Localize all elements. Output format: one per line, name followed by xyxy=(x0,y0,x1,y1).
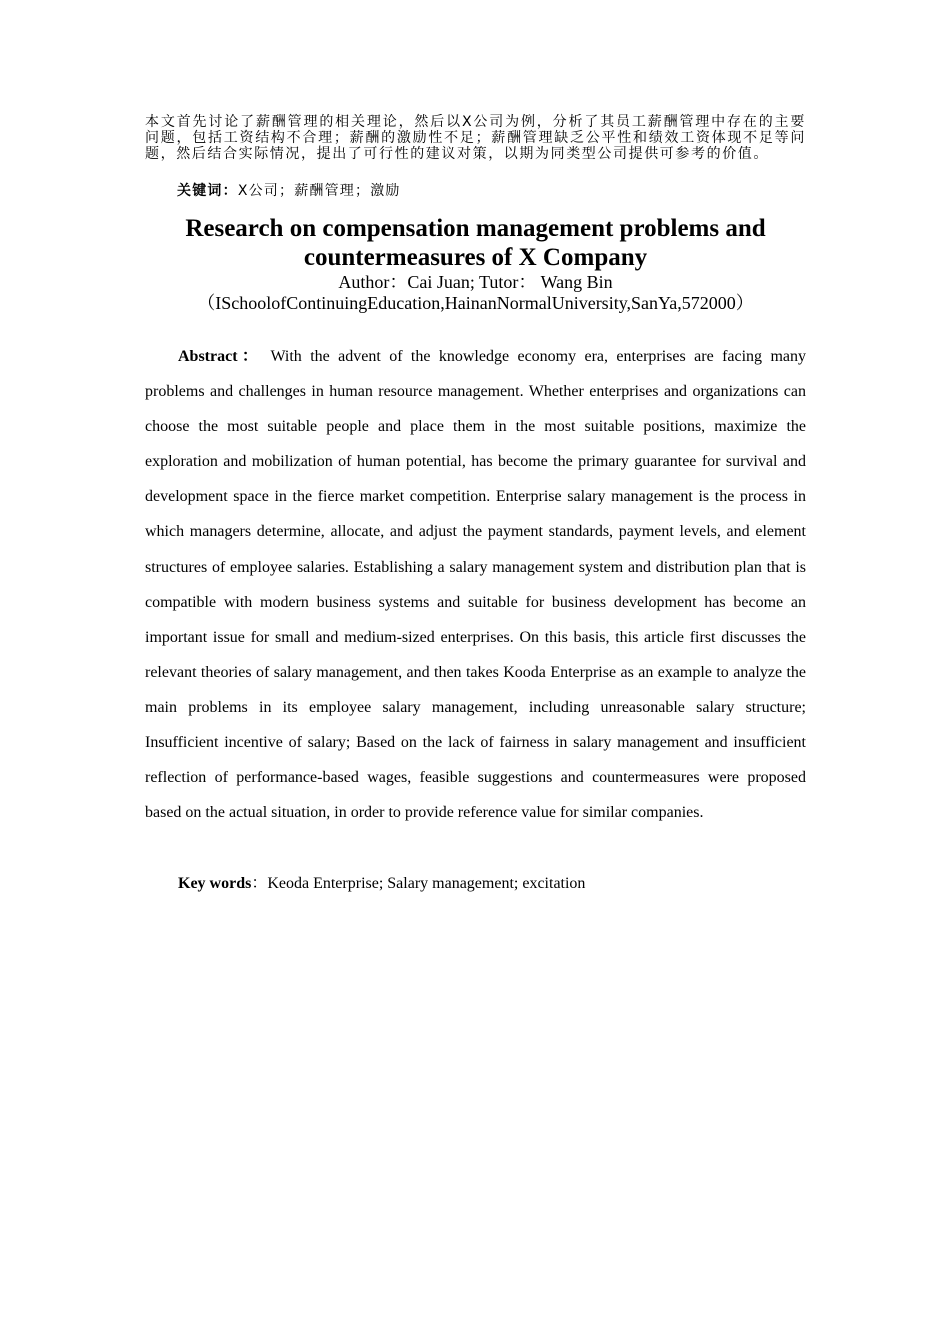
author-line: Author：Cai Juan; Tutor： Wang Bin xyxy=(338,272,613,292)
english-keywords-value: ：Keoda Enterprise; Salary management; excitation xyxy=(251,875,586,892)
english-title-line-2: countermeasures of X Company xyxy=(303,244,648,271)
english-keywords xyxy=(178,866,585,901)
affiliation-line: （ISchoolofContinuingEducation,HainanNormalUniversity,SanYa,572000） xyxy=(197,293,754,313)
english-title xyxy=(145,214,806,272)
english-abstract-label: Abstract： xyxy=(178,348,263,365)
english-abstract-text: With the advent of the knowledge economy era, enterprises are facing many problems and challenges in human resource management. Whether enterprises and organizations can choose the most suitable people and place them in the most suitable positions, maximize the exploration and mobilization of human potential, has become the primary guarantee for survival and development space in the fierce market competition. Enterprise salary management is the process in which managers determine, allocate, and adjust the payment standards, payment levels, and element structures of employee salaries. Establishing a salary management system and distribution plan that is compatible with modern business systems and suitable for business development has become an important issue for small and medium-sized enterprises. On this basis, this article first discusses the relevant theories of salary management, and then takes Kooda Enterprise as an example to analyze the main problems in its employee salary management, including unreasonable salary structure; Insufficient incentive of salary; Based on the lack of fairness in salary management and insufficient reflection of performance-based wages, feasible suggestions and countermeasures were proposed based on the actual situation, in order to provide reference value for similar companies. xyxy=(145,348,806,822)
english-keywords-label: Key words xyxy=(178,875,252,892)
chinese-keywords-value: X公司；薪酬管理；激励 xyxy=(237,183,401,199)
chinese-abstract-text: 本文首先讨论了薪酬管理的相关理论，然后以X公司为例，分析了其员工薪酬管理中存在的主要问题，包括工资结构不合理；薪酬的激励性不足；薪酬管理缺乏公平性和绩效工资体现不足等问题，然后结合实际情况，提出了可行性的建议对策，以期为同类型公司提供可参考的价值。 xyxy=(145,114,806,162)
chinese-keywords-label: 关键词： xyxy=(177,183,238,199)
english-title-line-1: Research on compensation management problems and xyxy=(185,215,766,242)
english-abstract xyxy=(145,339,806,830)
chinese-keywords xyxy=(177,182,401,200)
